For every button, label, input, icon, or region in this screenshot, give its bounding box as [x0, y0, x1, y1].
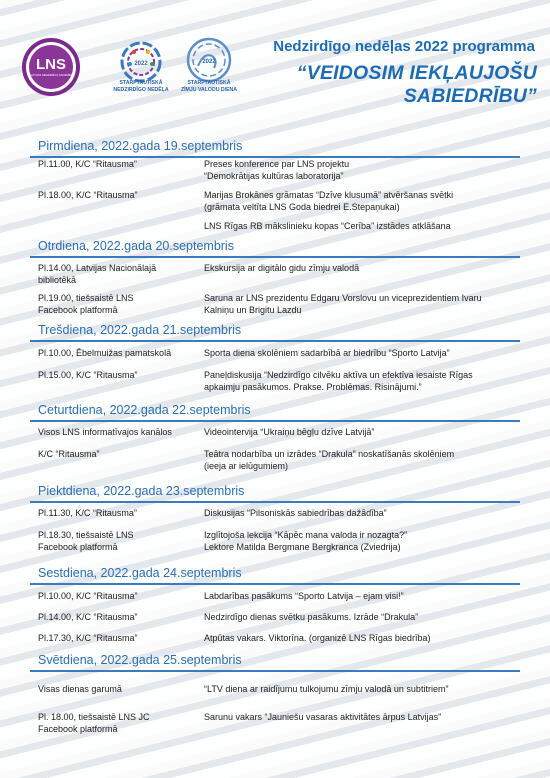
event-line: Sporta diena skolēniem sadarbībā ar biedrību “Sporto Latvija” [204, 348, 450, 358]
event-line: Izglītojoša lekcija “Kāpēc mana valoda ir nozagta?” [204, 530, 408, 540]
event-time-place: Pl.17.30, K/C “Ritausma” [38, 633, 138, 643]
event-line: Pl.14.00, Latvijas Nacionālajā [38, 263, 157, 273]
event-time-place [38, 262, 198, 286]
day-title: Sestdiena, 2022.gada 24.septembris [38, 566, 242, 580]
event-time-place: Visas dienas garumā [38, 684, 122, 694]
logo3-caption-line2: ZĪMJU VALODU DIENA [180, 87, 238, 93]
event-line: (ieeja ar ielūgumiem) [204, 461, 289, 471]
day-title: Pirmdiena, 2022.gada 19.septembris [38, 139, 243, 153]
event-line: Marijas Brokānes grāmatas “Dzīve klusumā” atvēršanas svētki [204, 190, 454, 200]
event-description [204, 426, 524, 438]
logo2-caption-line2: NEDZIRDĪGO NEDĒĻA [113, 87, 169, 93]
logo3-caption-line1: STARPTAUTISKĀ [187, 80, 231, 86]
day-title: Ceturtdiena, 2022.gada 22.septembris [38, 403, 251, 417]
event-time-place: K/C “Ritausma” [38, 449, 100, 459]
event-description [204, 507, 524, 519]
day-wednesday [30, 322, 520, 342]
event-description [204, 683, 524, 695]
day-title: Svētdiena, 2022.gada 25.septembris [38, 653, 242, 667]
event-line: Facebook platformā [38, 724, 118, 734]
event-line: Videointervija “Ukraiņu bēgļu dzīve Latvijā” [204, 427, 375, 437]
lns-logo-text: LNS [36, 56, 66, 73]
event-description [204, 220, 524, 232]
event-description [204, 189, 524, 213]
program-title: Nedzirdīgo nedēļas 2022 programma [273, 38, 535, 55]
logo3-year: 2022 [202, 59, 216, 65]
lns-logo [20, 36, 82, 98]
logo2-caption-line1: STARPTAUTISKĀ [119, 80, 163, 86]
event-line: Nedzirdīgo dienas svētku pasākums. Izrāde “Drakula” [204, 612, 419, 622]
event-line: “Demokrātijas kultūras laboratorija” [204, 171, 344, 181]
event-line: Facebook platformā [38, 305, 118, 315]
event-line: Saruna ar LNS prezidentu Edgaru Vorslovu un viceprezidentiem Ivaru [204, 293, 482, 303]
event-line: Diskusijas “Pilsoniskās sabiedrības dažādība” [204, 508, 387, 518]
event-line: Facebook platformā [38, 542, 118, 552]
logo2-year: 2022 [134, 61, 148, 67]
event-line: Labdarības pasākums “Sporto Latvija – ejam visi!” [204, 591, 404, 601]
day-divider [30, 583, 520, 585]
event-line: “LTV diena ar raidījumu tulkojumu zīmju valodā un subtitriem” [204, 684, 449, 694]
event-line: bibliotēkā [38, 275, 77, 285]
event-line: LNS Rīgas RB mākslinieku kopas “Cerība” izstādes atklāšana [204, 221, 451, 231]
event-description [204, 369, 524, 393]
day-divider [30, 420, 520, 422]
event-time-place: Pl.11.00, K/C “Ritausma” [38, 159, 137, 169]
event-line: Pl.18.30, tiešsaistē LNS [38, 530, 134, 540]
event-description [204, 611, 524, 623]
day-title: Piektdiena, 2022.gada 23.septembris [38, 484, 245, 498]
day-divider [30, 256, 520, 258]
event-description [204, 158, 524, 182]
event-line: Teātra nodarbība un izrādes “Drakula” noskatīšanās skolēniem [204, 449, 455, 459]
event-line: Pl.19.00, tiešsaistē LNS [38, 293, 134, 303]
event-description [204, 262, 524, 274]
event-time-place: Pl.18.00, K/C “Ritausma” [38, 190, 138, 200]
event-time-place: Pl.15.00, K/C “Ritausma” [38, 370, 138, 380]
program-slogan: “VEIDOSIM IEKĻAUJOŠU SABIEDRĪBU” [296, 62, 537, 107]
day-title: Trešdiena, 2022.gada 21.septembris [38, 323, 242, 337]
event-description [204, 292, 524, 316]
header [0, 0, 550, 125]
day-tuesday [30, 238, 520, 258]
day-divider [30, 340, 520, 342]
event-line: Lektore Matilda Bergmane Bergkranca (Zviedrija) [204, 542, 401, 552]
event-description [204, 448, 524, 472]
event-description [204, 529, 524, 553]
day-sunday [30, 652, 520, 672]
day-monday [30, 138, 520, 158]
day-divider [30, 670, 520, 672]
event-time-place: Visos LNS informatīvajos kanālos [38, 427, 172, 437]
lns-logo-subtext: LATVIJAS NEDZIRDĪGO SAVIENĪBA [29, 74, 73, 77]
day-thursday [30, 402, 520, 422]
day-divider [30, 501, 520, 503]
event-line: (grāmata veltīta LNS Goda biedrei E.Stepaņukai) [204, 202, 400, 212]
event-line: apkaimju pasākumos. Prakse. Problēmas. Risinājumi.” [204, 382, 422, 392]
event-time-place [38, 292, 198, 316]
event-line: Kalniņu un Brigitu Lazdu [204, 305, 302, 315]
event-line: Pl. 18.00, tiešsaistē LNS JC [38, 712, 150, 722]
event-description [204, 632, 524, 644]
day-saturday [30, 565, 520, 585]
day-friday [30, 483, 520, 503]
event-description [204, 590, 524, 602]
event-line: Paneļdiskusija “Nedzirdīgo cilvēku aktīva un efektīva iesaiste Rīgas [204, 370, 473, 380]
day-title: Otrdiena, 2022.gada 20.septembris [38, 239, 234, 253]
event-time-place [38, 529, 198, 553]
event-time-place: Pl.10.00, K/C “Ritausma” [38, 591, 138, 601]
event-time-place: Pl.11.30, K/C “Ritausma” [38, 508, 137, 518]
event-line: Sarunu vakars “Jauniešu vasaras aktivitātes ārpus Latvijas” [204, 712, 442, 722]
event-description [204, 711, 524, 723]
event-time-place: Pl.10.00, Ēbelmuižas pamatskolā [38, 348, 172, 358]
event-line: Atpūtas vakars. Viktorīna. (organizē LNS Rīgas biedrība) [204, 633, 431, 643]
event-line: Ekskursija ar digitālo gidu zīmju valodā [204, 263, 360, 273]
event-description [204, 347, 524, 359]
event-time-place: Pl.14.00, K/C “Ritausma” [38, 612, 138, 622]
event-line: Preses konference par LNS projektu [204, 159, 350, 169]
event-time-place [38, 711, 198, 735]
